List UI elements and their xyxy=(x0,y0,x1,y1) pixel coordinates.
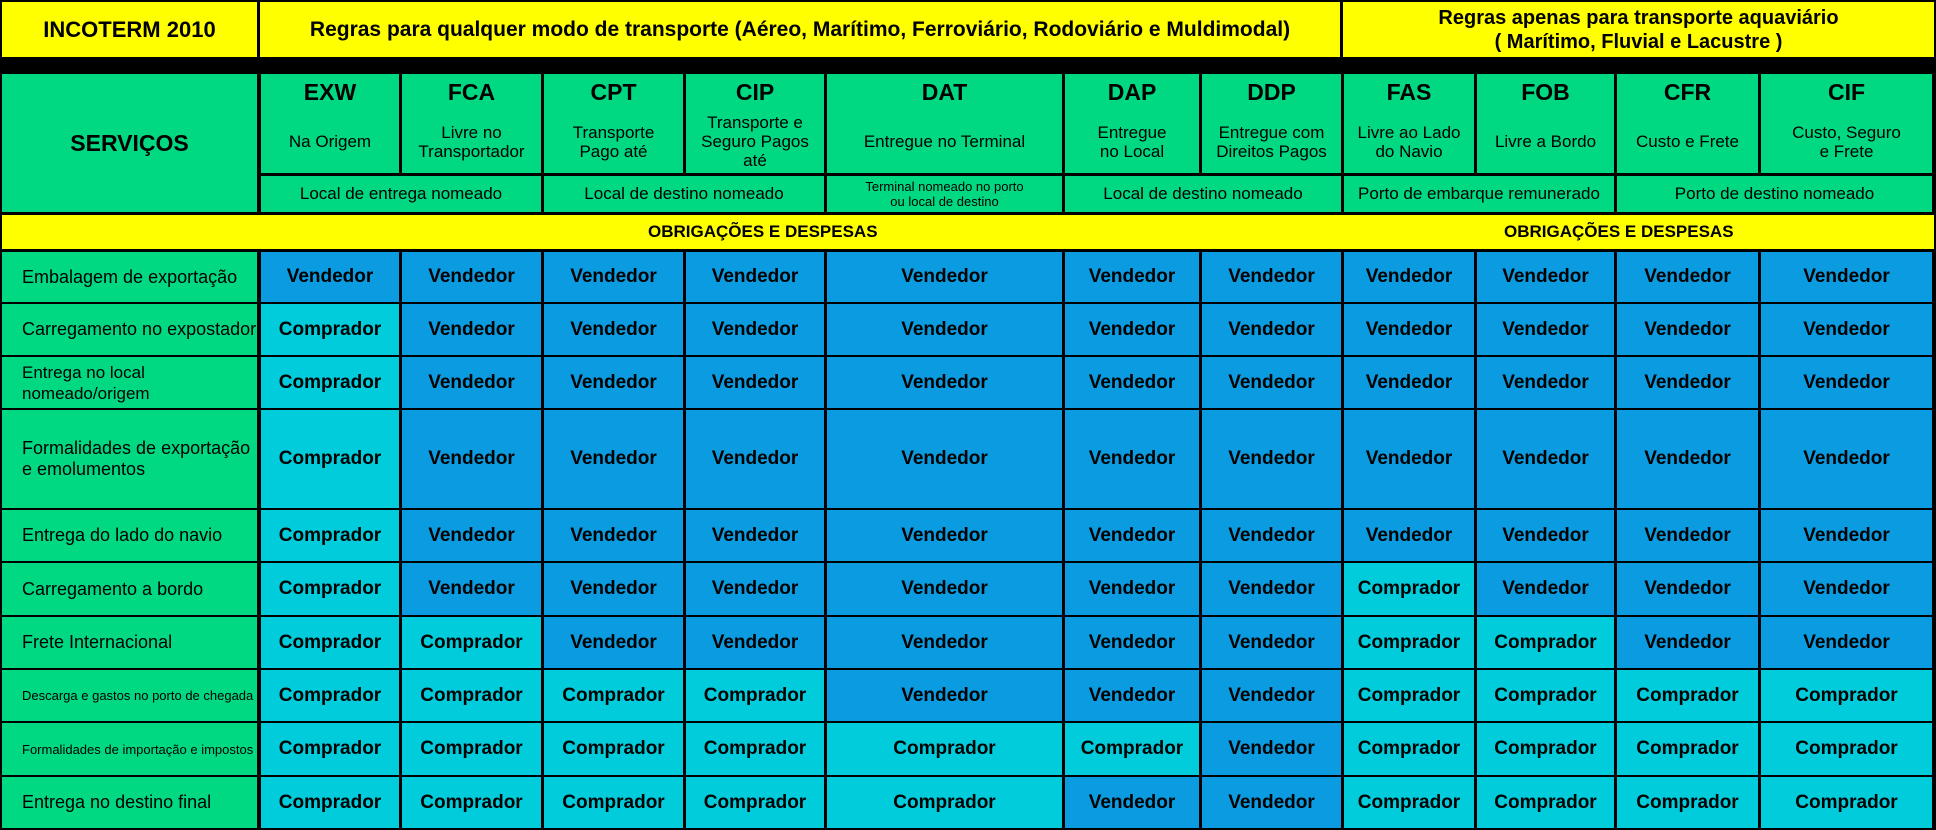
named-place-cell xyxy=(1617,176,1932,212)
named-place-line: Porto de embarque remunerado xyxy=(1358,184,1600,203)
responsibility-cell-vendedor: Vendedor xyxy=(1344,510,1474,561)
named-place-cell xyxy=(544,176,824,212)
term-header-ddp xyxy=(1202,74,1341,173)
term-description-line: Entregue com xyxy=(1218,122,1325,142)
responsibility-cell-vendedor: Vendedor xyxy=(1344,304,1474,355)
responsibility-cell-comprador: Comprador xyxy=(1761,723,1932,775)
title-cell: INCOTERM 2010 xyxy=(2,2,257,57)
term-header-fas xyxy=(1344,74,1474,173)
responsibility-cell-vendedor: Vendedor xyxy=(686,563,824,615)
row-label-line: Frete Internacional xyxy=(22,632,173,652)
row-label-line: Entrega no local nomeado/origem xyxy=(22,362,150,403)
responsibility-cell-vendedor: Vendedor xyxy=(1202,357,1341,408)
responsibility-cell-comprador: Comprador xyxy=(1761,777,1932,828)
row-label-formalidades-de-exportacao-e-emolumentos xyxy=(2,410,257,508)
term-description-text xyxy=(1357,123,1460,161)
row-label-frete-internacional xyxy=(2,617,257,668)
term-description-text xyxy=(1792,123,1901,161)
term-description-text xyxy=(418,123,524,161)
responsibility-cell-vendedor: Vendedor xyxy=(1761,410,1932,508)
any-mode-header: Regras para qualquer modo de transporte (Aéreo, Marítimo, Ferroviário, Rodoviário e Muldimodal) xyxy=(260,2,1340,57)
responsibility-cell-vendedor: Vendedor xyxy=(261,252,399,302)
row-label-carregamento-a-bordo xyxy=(2,563,257,615)
named-place-line: Porto de destino nomeado xyxy=(1674,184,1875,203)
responsibility-cell-vendedor: Vendedor xyxy=(1761,252,1932,302)
responsibility-cell-vendedor: Vendedor xyxy=(1065,777,1199,828)
responsibility-cell-vendedor: Vendedor xyxy=(1617,304,1758,355)
responsibility-cell-comprador: Comprador xyxy=(1477,617,1614,668)
responsibility-cell-vendedor: Vendedor xyxy=(1617,252,1758,302)
responsibility-cell-vendedor: Vendedor xyxy=(544,304,683,355)
row-label-line: Carregamento no expostador xyxy=(22,319,257,339)
term-description xyxy=(1216,110,1327,173)
responsibility-cell-vendedor: Vendedor xyxy=(402,410,541,508)
responsibility-cell-vendedor: Vendedor xyxy=(1065,304,1199,355)
obligations-banner-left-text: OBRIGAÇÕES E DESPESAS xyxy=(648,222,878,241)
term-description xyxy=(418,110,524,173)
term-code: DAT xyxy=(921,79,968,105)
row-label-line: Carregamento a bordo xyxy=(22,578,204,599)
responsibility-cell-vendedor: Vendedor xyxy=(1202,563,1341,615)
responsibility-cell-vendedor: Vendedor xyxy=(1202,670,1341,721)
term-description-text xyxy=(289,132,371,151)
responsibility-cell-vendedor: Vendedor xyxy=(1065,252,1199,302)
responsibility-cell-vendedor: Vendedor xyxy=(1761,563,1932,615)
responsibility-cell-vendedor: Vendedor xyxy=(402,252,541,302)
term-code: DDP xyxy=(1247,79,1296,105)
responsibility-cell-comprador: Comprador xyxy=(261,617,399,668)
responsibility-cell-vendedor: Vendedor xyxy=(402,563,541,615)
row-label-formalidades-de-importacao-e-impostos xyxy=(2,723,257,775)
responsibility-cell-vendedor: Vendedor xyxy=(827,252,1062,302)
responsibility-cell-vendedor: Vendedor xyxy=(402,304,541,355)
responsibility-cell-vendedor: Vendedor xyxy=(1477,357,1614,408)
responsibility-cell-vendedor: Vendedor xyxy=(1202,723,1341,775)
term-description-line: do Navio xyxy=(1375,141,1443,161)
responsibility-cell-comprador: Comprador xyxy=(544,723,683,775)
responsibility-cell-vendedor: Vendedor xyxy=(686,252,824,302)
row-label-line: e emolumentos xyxy=(22,459,146,479)
water-header-line-1: Regras apenas para transporte aquaviário xyxy=(1438,6,1839,29)
term-description-line: no Local xyxy=(1099,141,1165,161)
named-place-cell xyxy=(1344,176,1614,212)
responsibility-cell-vendedor: Vendedor xyxy=(686,410,824,508)
responsibility-cell-vendedor: Vendedor xyxy=(1761,304,1932,355)
responsibility-cell-vendedor: Vendedor xyxy=(1202,304,1341,355)
term-description-line: Livre ao Lado xyxy=(1357,122,1461,142)
term-header-dap xyxy=(1065,74,1199,173)
row-label-entrega-do-lado-do-navio xyxy=(2,510,257,561)
responsibility-cell-comprador: Comprador xyxy=(544,670,683,721)
responsibility-cell-comprador: Comprador xyxy=(402,777,541,828)
term-description-text xyxy=(1495,132,1596,151)
responsibility-cell-vendedor: Vendedor xyxy=(686,617,824,668)
responsibility-cell-comprador: Comprador xyxy=(1344,777,1474,828)
row-label-line: Embalagem de exportação xyxy=(22,266,238,287)
responsibility-cell-vendedor: Vendedor xyxy=(1065,617,1199,668)
term-description-text xyxy=(864,132,1025,151)
row-label-line: Entrega no destino final xyxy=(22,792,212,812)
responsibility-cell-comprador: Comprador xyxy=(1761,670,1932,721)
row-label-entrega-no-local-nomeado-origem xyxy=(2,357,257,408)
responsibility-cell-vendedor: Vendedor xyxy=(544,252,683,302)
term-header-exw xyxy=(261,74,399,173)
term-header-cif xyxy=(1761,74,1932,173)
responsibility-cell-vendedor: Vendedor xyxy=(1065,510,1199,561)
responsibility-cell-comprador: Comprador xyxy=(1617,777,1758,828)
responsibility-cell-vendedor: Vendedor xyxy=(1065,410,1199,508)
term-header-cpt xyxy=(544,74,683,173)
term-header-fca xyxy=(402,74,541,173)
term-description-line: Transportador xyxy=(418,141,525,161)
obligations-banner-right-text: OBRIGAÇÕES E DESPESAS xyxy=(1504,222,1734,241)
responsibility-cell-comprador: Comprador xyxy=(1344,617,1474,668)
responsibility-cell-comprador: Comprador xyxy=(261,304,399,355)
responsibility-cell-vendedor: Vendedor xyxy=(827,617,1062,668)
responsibility-cell-vendedor: Vendedor xyxy=(827,410,1062,508)
row-label-descarga-e-gastos-no-porto-de-chegada xyxy=(2,670,257,721)
term-description xyxy=(573,110,655,173)
responsibility-cell-comprador: Comprador xyxy=(261,723,399,775)
responsibility-cell-vendedor: Vendedor xyxy=(1761,510,1932,561)
row-label-entrega-no-destino-final xyxy=(2,777,257,828)
term-description-line: Seguro Pagos xyxy=(701,132,809,151)
responsibility-cell-vendedor: Vendedor xyxy=(402,357,541,408)
row-label-line: Formalidades de exportação xyxy=(22,438,251,458)
responsibility-cell-comprador: Comprador xyxy=(686,777,824,828)
responsibility-cell-vendedor: Vendedor xyxy=(827,510,1062,561)
row-label-line: Formalidades de importação e impostos xyxy=(22,741,254,757)
responsibility-cell-comprador: Comprador xyxy=(261,563,399,615)
term-code: EXW xyxy=(303,79,357,105)
named-place-cell xyxy=(1065,176,1341,212)
term-description-line: Entregue xyxy=(1097,122,1167,142)
responsibility-cell-vendedor: Vendedor xyxy=(686,357,824,408)
responsibility-cell-vendedor: Vendedor xyxy=(1761,357,1932,408)
responsibility-cell-comprador: Comprador xyxy=(261,670,399,721)
term-description-line: Custo e Frete xyxy=(1636,132,1739,151)
term-code: FOB xyxy=(1521,79,1570,105)
term-code: CIP xyxy=(735,79,775,105)
term-description xyxy=(1098,110,1167,173)
responsibility-cell-vendedor: Vendedor xyxy=(402,510,541,561)
term-description-text xyxy=(1216,123,1327,161)
term-description-line: Custo, Seguro xyxy=(1792,122,1901,142)
responsibility-cell-vendedor: Vendedor xyxy=(1202,777,1341,828)
term-description xyxy=(1495,110,1596,173)
term-description xyxy=(701,110,809,173)
named-place-line: Local de destino nomeado xyxy=(584,184,784,203)
responsibility-cell-comprador: Comprador xyxy=(1477,723,1614,775)
responsibility-cell-comprador: Comprador xyxy=(261,410,399,508)
responsibility-cell-vendedor: Vendedor xyxy=(1344,252,1474,302)
responsibility-cell-vendedor: Vendedor xyxy=(544,617,683,668)
term-description xyxy=(1636,110,1739,173)
term-code: FAS xyxy=(1386,79,1432,105)
term-header-fob xyxy=(1477,74,1614,173)
term-header-cip xyxy=(686,74,824,173)
term-code: CPT xyxy=(590,79,637,105)
row-label-line: Entrega do lado do navio xyxy=(22,525,223,545)
named-place-line: ou local de destino xyxy=(890,194,999,209)
row-label-line: Descarga e gastos no porto de chegada xyxy=(22,688,254,703)
responsibility-cell-comprador: Comprador xyxy=(402,723,541,775)
responsibility-cell-vendedor: Vendedor xyxy=(1202,252,1341,302)
responsibility-cell-vendedor: Vendedor xyxy=(1065,563,1199,615)
term-code: CIF xyxy=(1827,79,1866,105)
responsibility-cell-vendedor: Vendedor xyxy=(1617,510,1758,561)
term-description xyxy=(1792,110,1901,173)
term-header-dat xyxy=(827,74,1062,173)
term-header-cfr xyxy=(1617,74,1758,173)
term-description xyxy=(1357,110,1460,173)
term-description xyxy=(864,110,1025,173)
responsibility-cell-comprador: Comprador xyxy=(402,670,541,721)
term-description-line: e Frete xyxy=(1819,141,1874,161)
responsibility-cell-vendedor: Vendedor xyxy=(1202,510,1341,561)
responsibility-cell-vendedor: Vendedor xyxy=(827,670,1062,721)
responsibility-cell-vendedor: Vendedor xyxy=(1617,410,1758,508)
term-description-text xyxy=(1636,132,1739,151)
named-place-cell xyxy=(261,176,541,212)
responsibility-cell-comprador: Comprador xyxy=(261,357,399,408)
term-description-line: Pago até xyxy=(579,141,648,161)
term-description-line: Transporte e xyxy=(707,113,803,132)
responsibility-cell-vendedor: Vendedor xyxy=(827,304,1062,355)
term-code: CFR xyxy=(1663,79,1712,105)
responsibility-cell-comprador: Comprador xyxy=(1344,670,1474,721)
named-place-line: Local de destino nomeado xyxy=(1103,184,1303,203)
term-description-text xyxy=(701,113,809,170)
responsibility-cell-comprador: Comprador xyxy=(1477,777,1614,828)
responsibility-cell-vendedor: Vendedor xyxy=(1065,670,1199,721)
responsibility-cell-vendedor: Vendedor xyxy=(1344,410,1474,508)
responsibility-cell-vendedor: Vendedor xyxy=(544,510,683,561)
responsibility-cell-vendedor: Vendedor xyxy=(1617,563,1758,615)
responsibility-cell-vendedor: Vendedor xyxy=(1617,357,1758,408)
responsibility-cell-comprador: Comprador xyxy=(686,670,824,721)
responsibility-cell-comprador: Comprador xyxy=(261,777,399,828)
responsibility-cell-vendedor: Vendedor xyxy=(686,304,824,355)
responsibility-cell-vendedor: Vendedor xyxy=(1344,357,1474,408)
responsibility-cell-vendedor: Vendedor xyxy=(544,410,683,508)
responsibility-cell-vendedor: Vendedor xyxy=(544,563,683,615)
responsibility-cell-vendedor: Vendedor xyxy=(1477,252,1614,302)
term-description-line: até xyxy=(743,151,767,170)
term-description-text xyxy=(573,123,655,161)
term-description-line: Livre no xyxy=(441,122,502,142)
named-place-cell xyxy=(827,176,1062,212)
responsibility-cell-comprador: Comprador xyxy=(261,510,399,561)
responsibility-cell-vendedor: Vendedor xyxy=(827,563,1062,615)
term-description-line: Na Origem xyxy=(288,132,372,151)
term-code: DAP xyxy=(1107,79,1157,105)
responsibility-cell-comprador: Comprador xyxy=(544,777,683,828)
responsibility-cell-vendedor: Vendedor xyxy=(1761,617,1932,668)
responsibility-cell-comprador: Comprador xyxy=(1065,723,1199,775)
row-label-embalagem-de-exportacao xyxy=(2,252,257,302)
responsibility-cell-comprador: Comprador xyxy=(827,723,1062,775)
term-description-line: Direitos Pagos xyxy=(1216,141,1327,161)
responsibility-cell-comprador: Comprador xyxy=(1617,723,1758,775)
named-place-line: Local de entrega nomeado xyxy=(299,184,503,203)
term-description-line: Livre a Bordo xyxy=(1494,132,1597,151)
term-description xyxy=(289,110,371,173)
services-header: SERVIÇOS xyxy=(2,74,257,212)
responsibility-cell-vendedor: Vendedor xyxy=(1065,357,1199,408)
responsibility-cell-comprador: Comprador xyxy=(686,723,824,775)
responsibility-cell-vendedor: Vendedor xyxy=(1617,617,1758,668)
responsibility-cell-vendedor: Vendedor xyxy=(1202,410,1341,508)
term-description-line: Transporte xyxy=(572,122,655,142)
responsibility-cell-comprador: Comprador xyxy=(1617,670,1758,721)
responsibility-cell-vendedor: Vendedor xyxy=(1477,563,1614,615)
responsibility-cell-vendedor: Vendedor xyxy=(827,357,1062,408)
term-code: FCA xyxy=(447,79,496,105)
term-description-line: Entregue no Terminal xyxy=(863,132,1026,151)
responsibility-cell-comprador: Comprador xyxy=(1477,670,1614,721)
water-mode-header xyxy=(1343,2,1934,57)
responsibility-cell-vendedor: Vendedor xyxy=(1202,617,1341,668)
obligations-banner xyxy=(2,215,1934,249)
responsibility-cell-comprador: Comprador xyxy=(827,777,1062,828)
term-description-text xyxy=(1098,123,1167,161)
responsibility-cell-comprador: Comprador xyxy=(402,617,541,668)
responsibility-cell-vendedor: Vendedor xyxy=(544,357,683,408)
responsibility-cell-vendedor: Vendedor xyxy=(686,510,824,561)
row-label-carregamento-no-expostador xyxy=(2,304,257,355)
responsibility-cell-vendedor: Vendedor xyxy=(1477,304,1614,355)
water-header-line-2: ( Marítimo, Fluvial e Lacustre ) xyxy=(1494,30,1783,53)
responsibility-cell-comprador: Comprador xyxy=(1344,563,1474,615)
named-place-line: Terminal nomeado no porto xyxy=(865,179,1024,194)
responsibility-cell-vendedor: Vendedor xyxy=(1477,410,1614,508)
responsibility-cell-comprador: Comprador xyxy=(1344,723,1474,775)
responsibility-cell-vendedor: Vendedor xyxy=(1477,510,1614,561)
